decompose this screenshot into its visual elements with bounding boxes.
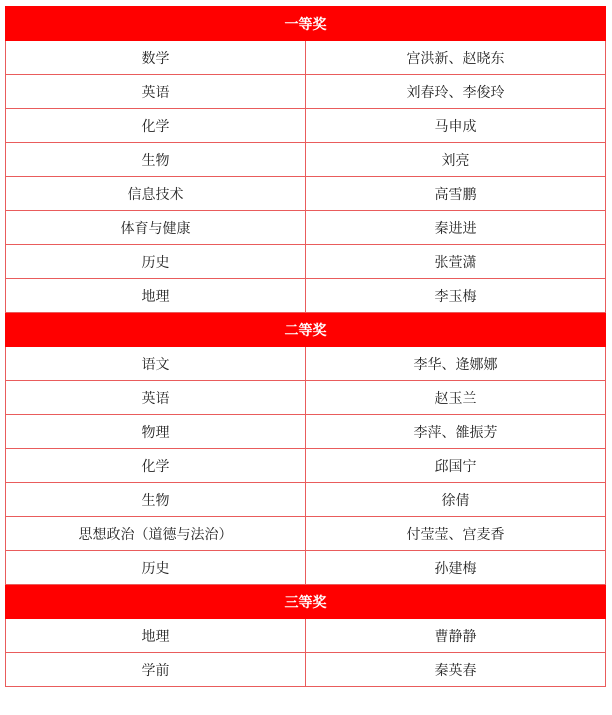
award-table [5,6,606,687]
table-row [6,41,606,75]
subject-cell: 物理 [6,415,306,449]
names-cell: 曹静静 [306,619,606,653]
names-cell: 赵玉兰 [306,381,606,415]
subject-cell: 思想政治（道德与法治） [6,517,306,551]
subject-cell: 数学 [6,41,306,75]
subject-cell: 英语 [6,381,306,415]
names-cell: 李萍、雒振芳 [306,415,606,449]
table-row [6,143,606,177]
table-row [6,653,606,687]
table-row [6,347,606,381]
subject-cell: 语文 [6,347,306,381]
names-cell: 李玉梅 [306,279,606,313]
subject-cell: 历史 [6,245,306,279]
names-cell: 徐倩 [306,483,606,517]
subject-cell: 地理 [6,619,306,653]
table-row [6,381,606,415]
award-table-body [6,7,606,687]
names-cell: 高雪鹏 [306,177,606,211]
section-title: 三等奖 [6,585,606,619]
table-row [6,517,606,551]
names-cell: 秦进进 [306,211,606,245]
section-title: 一等奖 [6,7,606,41]
table-row [6,551,606,585]
table-row [6,449,606,483]
table-row [6,279,606,313]
names-cell: 刘亮 [306,143,606,177]
table-row [6,211,606,245]
names-cell: 马申成 [306,109,606,143]
subject-cell: 地理 [6,279,306,313]
subject-cell: 体育与健康 [6,211,306,245]
table-row [6,415,606,449]
subject-cell: 学前 [6,653,306,687]
table-row [6,619,606,653]
section-header-first-prize [6,7,606,41]
names-cell: 宫洪新、赵晓东 [306,41,606,75]
section-title: 二等奖 [6,313,606,347]
names-cell: 刘春玲、李俊玲 [306,75,606,109]
table-row [6,177,606,211]
names-cell: 付莹莹、宫麦香 [306,517,606,551]
section-header-third-prize [6,585,606,619]
subject-cell: 化学 [6,109,306,143]
names-cell: 李华、逄娜娜 [306,347,606,381]
table-row [6,245,606,279]
section-header-second-prize [6,313,606,347]
names-cell: 秦英春 [306,653,606,687]
subject-cell: 历史 [6,551,306,585]
table-row [6,483,606,517]
subject-cell: 英语 [6,75,306,109]
subject-cell: 信息技术 [6,177,306,211]
names-cell: 孙建梅 [306,551,606,585]
subject-cell: 生物 [6,483,306,517]
names-cell: 张萱潇 [306,245,606,279]
table-row [6,109,606,143]
names-cell: 邱国宁 [306,449,606,483]
subject-cell: 生物 [6,143,306,177]
table-row [6,75,606,109]
subject-cell: 化学 [6,449,306,483]
